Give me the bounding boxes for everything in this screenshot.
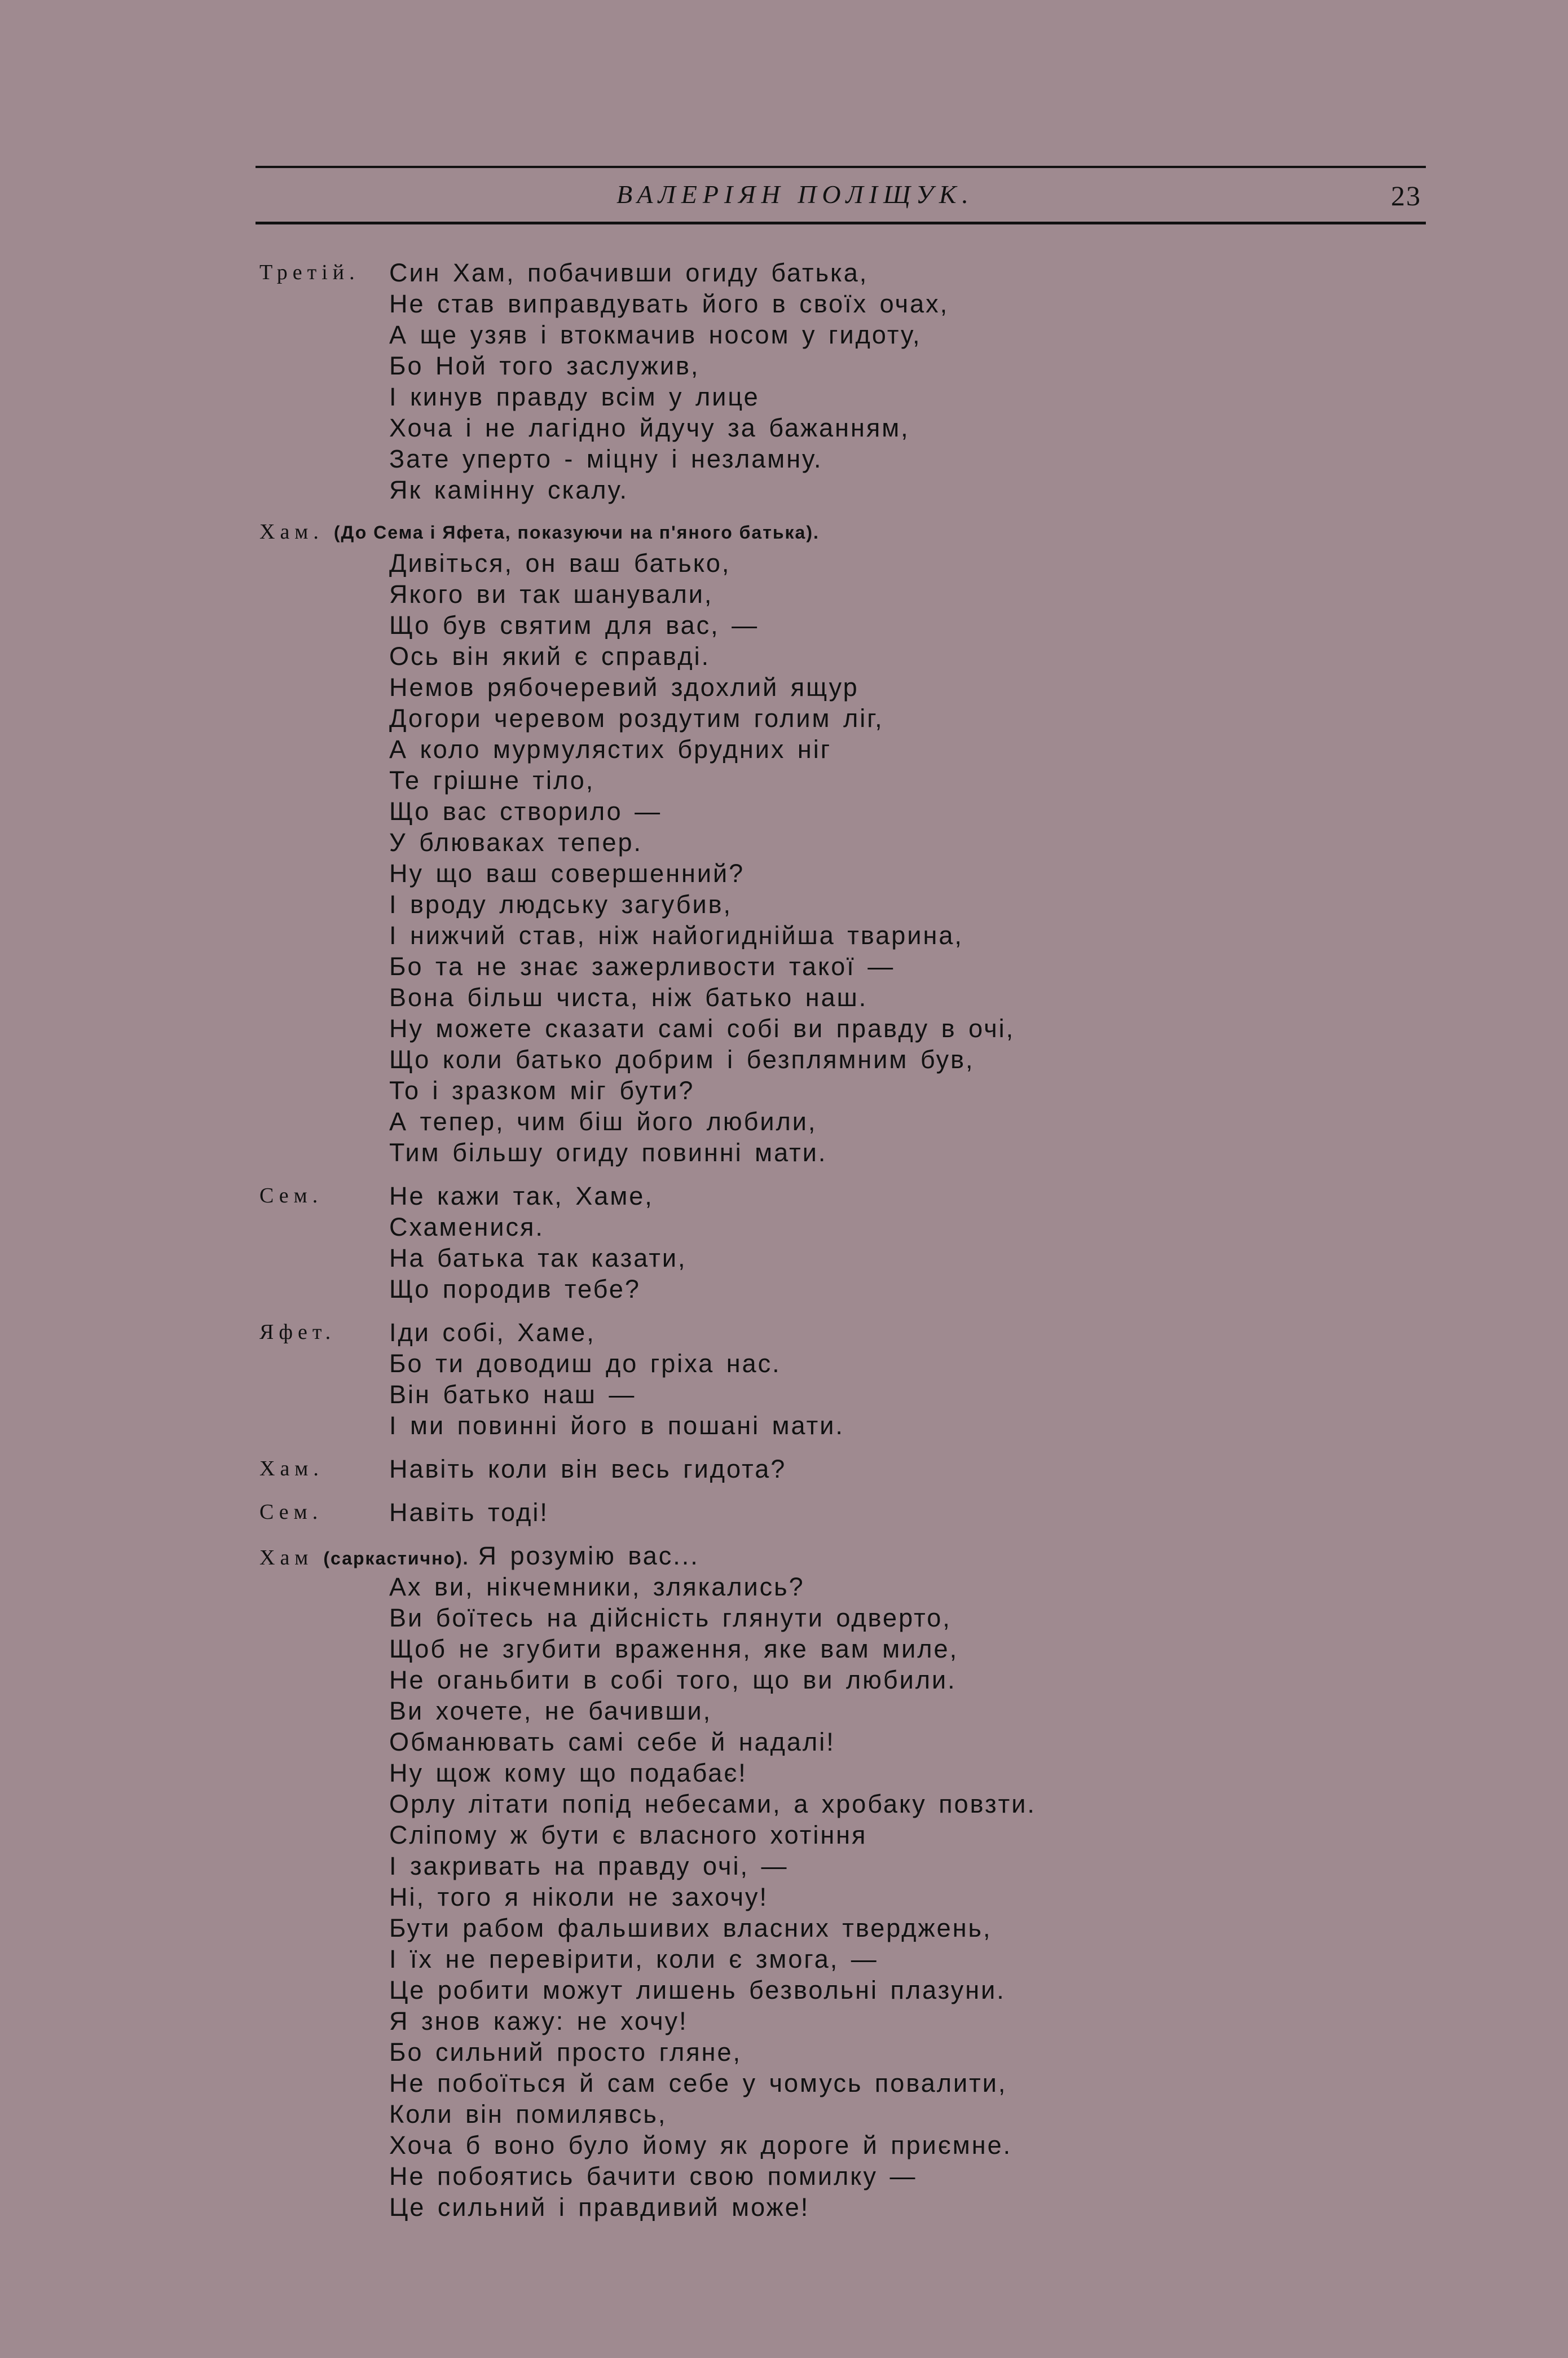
verse-line: Це робити можут лишень безвольні плазуни. — [389, 1976, 1006, 2004]
speech-lines — [259, 548, 1500, 1168]
verse-line: Дивіться, он ваш батько, — [389, 549, 731, 578]
verse-line: Вона більш чиста, ніж батько наш. — [389, 983, 868, 1012]
verse-line: Ви хочете, не бачивши, — [389, 1696, 712, 1725]
header-rule-top — [256, 166, 1426, 168]
verse-line: Що коли батько добрим і безплямним був, — [389, 1045, 975, 1074]
verse-line: Ні, того я ніколи не захочу! — [389, 1883, 768, 1911]
header-rule-bottom — [256, 222, 1426, 224]
verse-line: Не став виправдувать його в своїх очах, — [389, 289, 949, 318]
verse-line: Тим більшу огиду повинні мати. — [389, 1138, 827, 1167]
running-title: ВАЛЕРІЯН ПОЛІЩУК. — [616, 180, 974, 209]
verse-line: Іди собі, Хаме, — [389, 1318, 596, 1347]
verse-line: Немов рябочеревий здохлий ящур — [389, 673, 859, 702]
speaker-name: Хам — [259, 1546, 314, 1570]
verse-line: Коли він помилявсь, — [389, 2100, 667, 2128]
verse-line: Схаменися. — [389, 1213, 544, 1241]
verse-line: Бо ти доводиш до гріха нас. — [389, 1349, 781, 1378]
verse-line: Не кажи так, Хаме, — [389, 1182, 654, 1210]
verse-line: Бо сильний просто гляне, — [389, 2038, 742, 2066]
speech-sem-answer — [259, 1497, 1500, 1528]
verse-line: Це сильний і правдивий може! — [389, 2193, 810, 2222]
verse-line: А тепер, чим біш його любили, — [389, 1107, 817, 1136]
verse-line: Те грішне тіло, — [389, 766, 595, 795]
verse-line: І їх не перевірити, коли є змога, — — [389, 1945, 878, 1973]
speech-ham-heading — [259, 517, 1500, 548]
verse-line: Зате уперто - міцну і незламну. — [389, 444, 823, 473]
verse-line: Щоб не згубити враження, яке вам миле, — [389, 1634, 959, 1663]
verse-line: Як камінну скалу. — [389, 475, 628, 504]
verse-line: Я розумію вас... — [478, 1541, 699, 1570]
page-number: 23 — [1391, 180, 1421, 211]
speaker-name: Хам. — [259, 1457, 324, 1480]
verse-line: На батька так казати, — [389, 1244, 687, 1272]
verse-line: Що вас створило — — [389, 797, 662, 826]
verse-line: І ми повинні його в пошані мати. — [389, 1411, 844, 1440]
verse-line: Хоча б воно було йому як дороге й приємне. — [389, 2131, 1012, 2159]
speaker-name: Сем. — [259, 1500, 323, 1524]
stage-direction: (саркастично). — [323, 1548, 469, 1568]
verse-line: Ах ви, нікчемники, злякались? — [389, 1572, 805, 1601]
verse-line: Ну щож кому що подабає! — [389, 1758, 747, 1787]
verse-line: Він батько наш — — [389, 1380, 636, 1409]
verse-line: А ще узяв і втокмачив носом у гидоту, — [389, 320, 922, 349]
speaker-name: Хам. — [259, 520, 324, 544]
verse-line: Ну що ваш совершенний? — [389, 859, 745, 888]
verse-line: Бо та не знає зажерливости такої — — [389, 952, 895, 981]
speech-tretii — [259, 257, 1500, 505]
verse-line: І закривать на правду очі, — — [389, 1852, 789, 1880]
verse-line: Ну можете сказати самі собі ви правду в очі, — [389, 1014, 1015, 1043]
verse-line: Орлу літати попід небесами, а хробаку повзти. — [389, 1790, 1036, 1818]
speech-lines — [389, 257, 1500, 505]
verse-line: То і зразком міг бути? — [389, 1076, 695, 1105]
speech-ham-question — [259, 1453, 1500, 1484]
verse-line: Ви боїтесь на дійсність глянути одверто, — [389, 1603, 952, 1632]
verse-line: Обманювать самі себе й надалі! — [389, 1727, 835, 1756]
speech-lines — [259, 1571, 1500, 2223]
speech-ham-sarcastic-heading — [259, 1540, 1500, 1571]
verse-line: Не побоятись бачити свою помилку — — [389, 2162, 917, 2190]
verse-line: Навіть тоді! — [389, 1498, 549, 1527]
verse-line: Сліпому ж бути є власного хотіння — [389, 1821, 867, 1849]
verse-line: Я знов кажу: не хочу! — [389, 2007, 688, 2035]
stage-direction: (До Сема і Яфета, показуючи на п'яного батька). — [333, 522, 820, 543]
play-text — [259, 257, 1500, 2223]
speaker-name: Третій. — [259, 261, 360, 284]
speech-lines — [389, 1180, 1500, 1304]
speech-lines — [389, 1497, 1500, 1528]
verse-line: Ось він який є справді. — [389, 642, 711, 671]
verse-line: У блюваках тепер. — [389, 828, 643, 857]
verse-line: Син Хам, побачивши огиду батька, — [389, 258, 869, 287]
verse-line: Якого ви так шанували, — [389, 580, 713, 609]
speaker-name: Сем. — [259, 1184, 323, 1207]
verse-line: Що породив тебе? — [389, 1275, 641, 1303]
verse-line: І нижчий став, ніж найогиднійша тварина, — [389, 921, 963, 950]
verse-line: Бути рабом фальшивих власних тверджень, — [389, 1914, 992, 1942]
verse-line: Хоча і не лагідно йдучу за бажанням, — [389, 413, 910, 442]
speech-sem — [259, 1180, 1500, 1304]
verse-line: Навіть коли він весь гидота? — [389, 1455, 787, 1483]
verse-line: А коло мурмулястих брудних ніг — [389, 735, 832, 764]
verse-line: Догори черевом роздутим голим ліг, — [389, 704, 884, 733]
speaker-name: Яфет. — [259, 1320, 336, 1344]
verse-line: І кинув правду всім у лице — [389, 382, 760, 411]
speech-lines — [389, 1453, 1500, 1484]
speech-yafet — [259, 1317, 1500, 1441]
verse-line: Бо Ной того заслужив, — [389, 351, 700, 380]
verse-line: Що був святим для вас, — — [389, 611, 759, 640]
verse-line: Не побоїться й сам себе у чомусь повалити, — [389, 2069, 1007, 2097]
speech-lines — [389, 1317, 1500, 1441]
verse-line: І вроду людську загубив, — [389, 890, 733, 919]
verse-line: Не оганьбити в собі того, що ви любили. — [389, 1665, 957, 1694]
